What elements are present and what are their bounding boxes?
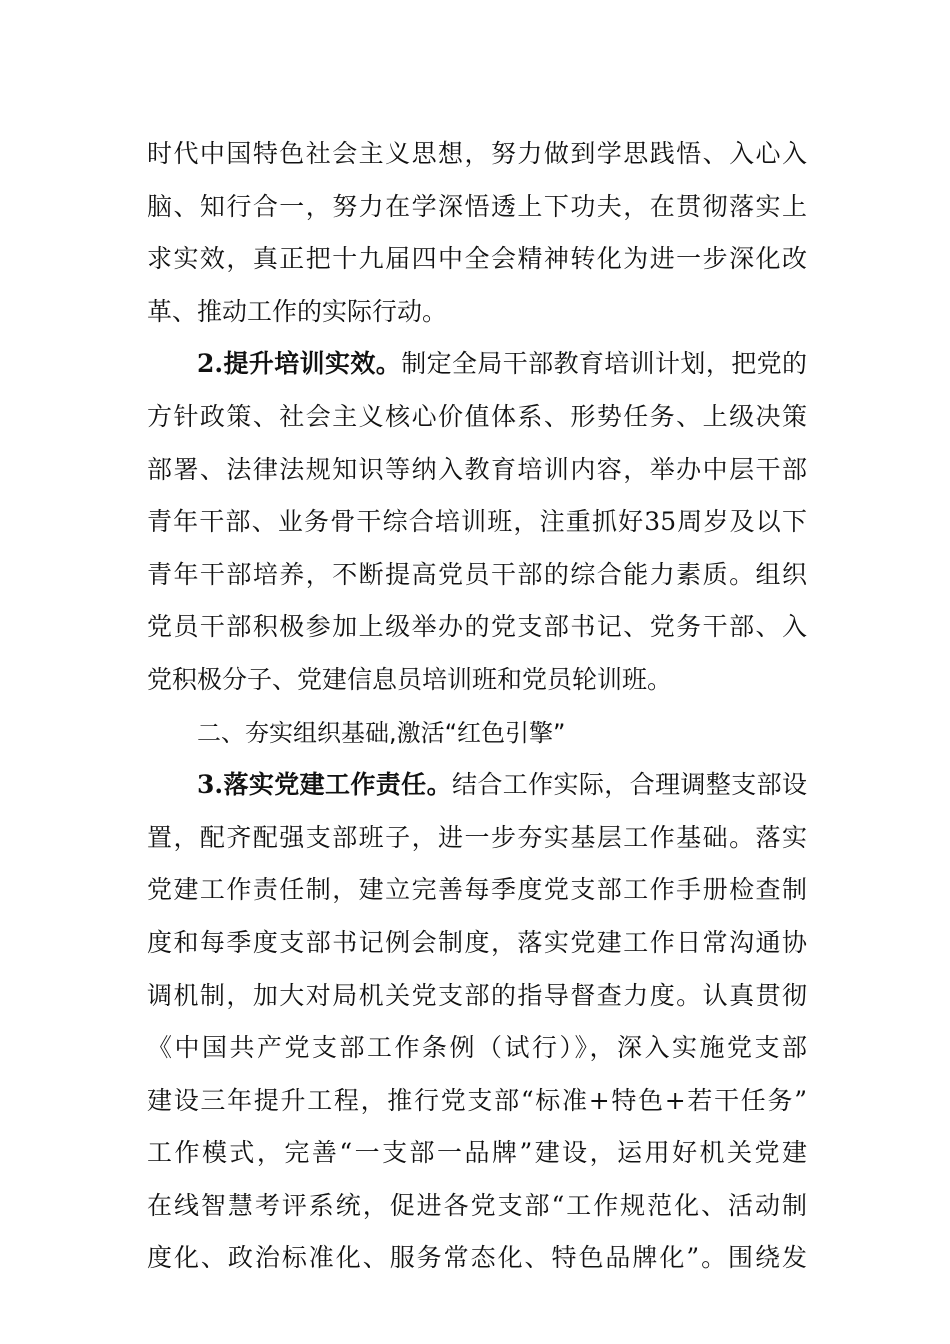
text-line: 建设三年提升工程，推行党支部“标准+特色+若干任务” xyxy=(147,1085,807,1115)
item-2-first-line-text: 制定全局干部教育培训计划，把党的 xyxy=(401,349,807,379)
paragraph-item-2 xyxy=(147,338,807,706)
item-3-title: 3.落实党建工作责任。 xyxy=(197,770,452,800)
text-line: 在线智慧考评系统，促进各党支部“工作规范化、活动制 xyxy=(147,1190,807,1220)
text-line: 党建工作责任制，建立完善每季度党支部工作手册检查制 xyxy=(147,875,807,905)
text-line: 青年干部、业务骨干综合培训班，注重抓好35周岁及以下 xyxy=(147,507,807,537)
paragraph-item-3 xyxy=(147,759,807,1285)
section-heading xyxy=(147,707,807,760)
text-line: 《中国共产党支部工作条例（试行）》，深入实施党支部 xyxy=(147,1033,807,1063)
text-line: 工作模式，完善“一支部一品牌”建设，运用好机关党建 xyxy=(147,1138,807,1168)
text-line: 置，配齐配强支部班子，进一步夯实基层工作基础。落实 xyxy=(147,822,807,852)
text-line: 青年干部培养，不断提高党员干部的综合能力素质。组织 xyxy=(147,559,807,589)
item-3-first-line-text: 结合工作实际，合理调整支部设 xyxy=(451,770,807,800)
text-line: 度和每季度支部书记例会制度，落实党建工作日常沟通协 xyxy=(147,927,807,957)
paragraph-continued xyxy=(147,128,807,338)
text-line: 党积极分子、党建信息员培训班和党员轮训班。 xyxy=(147,664,673,694)
item-2-first-line xyxy=(147,338,807,391)
item-3-first-line xyxy=(147,759,807,812)
text-line: 革、推动工作的实际行动。 xyxy=(147,296,448,326)
text-line: 调机制，加大对局机关党支部的指导督查力度。认真贯彻 xyxy=(147,980,807,1010)
text-line: 党员干部积极参加上级举办的党支部书记、党务干部、入 xyxy=(147,612,807,642)
text-line: 度化、政治标准化、服务常态化、特色品牌化”。围绕发 xyxy=(147,1243,807,1273)
text-line: 时代中国特色社会主义思想，努力做到学思践悟、入心入 xyxy=(147,139,807,168)
text-line: 求实效，真正把十九届四中全会精神转化为进一步深化改 xyxy=(147,244,807,274)
text-line: 脑、知行合一，努力在学深悟透上下功夫，在贯彻落实上 xyxy=(147,191,807,221)
document-body xyxy=(147,128,807,1285)
item-2-title: 2.提升培训实效。 xyxy=(197,349,402,379)
section-heading-text: 二、夯实组织基础,激活“红色引擎” xyxy=(197,718,566,747)
text-line: 部署、法律法规知识等纳入教育培训内容，举办中层干部 xyxy=(147,454,807,484)
text-line: 方针政策、社会主义核心价值体系、形势任务、上级决策 xyxy=(147,401,807,431)
